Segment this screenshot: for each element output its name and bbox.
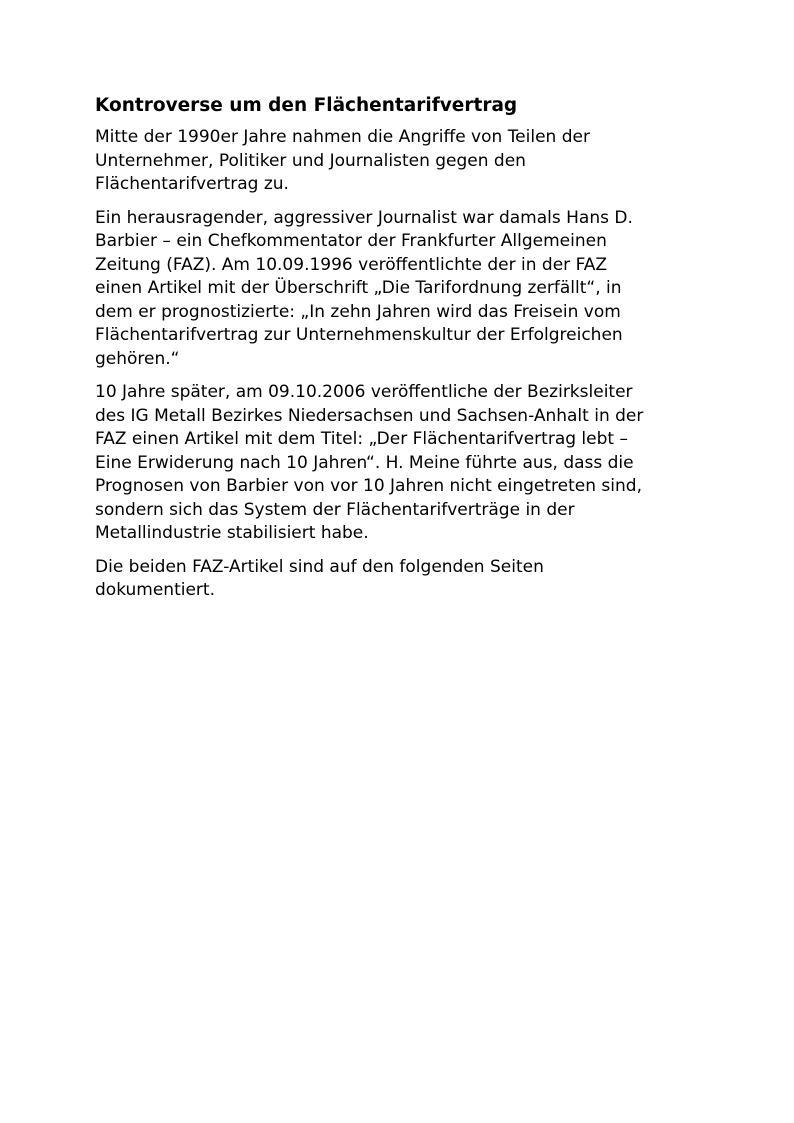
text-line: dem er prognostizierte: „In zehn Jahren wird das Freisein vom (95, 301, 621, 322)
text-line: Die beiden FAZ-Artikel sind auf den folgenden Seiten (95, 556, 544, 577)
text-line: Zeitung (FAZ). Am 10.09.1996 veröffentlichte der in der FAZ (95, 254, 608, 275)
paragraph-closing (95, 556, 710, 603)
text-line: Flächentarifvertrag zur Unternehmenskultur der Erfolgreichen (95, 325, 623, 345)
text-line: FAZ einen Artikel mit dem Titel: „Der Flächentarifvertrag lebt – (95, 429, 628, 449)
text-line: Eine Erwiderung nach 10 Jahren“. H. Meine führte aus, dass die (95, 452, 634, 473)
document-title: Kontroverse um den Flächentarifvertrag (95, 95, 518, 116)
text-line: 10 Jahre später, am 09.10.2006 veröffentliche der Bezirksleiter (95, 382, 633, 402)
paragraph-meine (95, 381, 710, 546)
text-line: dokumentiert. (95, 580, 215, 600)
text-line: Barbier – ein Chefkommentator der Frankfurter Allgemeinen (95, 231, 607, 251)
paragraph-barbier (95, 207, 710, 372)
paragraph-intro (95, 126, 710, 197)
text-line: Prognosen von Barbier von vor 10 Jahren nicht eingetreten sind, (95, 476, 642, 496)
text-line: sondern sich das System der Flächentarifverträge in der (95, 499, 575, 520)
text-line: Flächentarifvertrag zu. (95, 174, 289, 194)
text-line: Unternehmer, Politiker und Journalisten gegen den (95, 150, 526, 171)
text-line: Metallindustrie stabilisiert habe. (95, 523, 369, 543)
document-body (95, 94, 710, 613)
text-line: einen Artikel mit der Überschrift „Die Tarifordnung zerfällt“, in (95, 278, 622, 298)
text-line: des IG Metall Bezirkes Niedersachsen und Sachsen-Anhalt in der (95, 405, 644, 426)
text-line: Mitte der 1990er Jahre nahmen die Angriffe von Teilen der (95, 127, 590, 147)
text-line: gehören.“ (95, 348, 180, 369)
text-line: Ein herausragender, aggressiver Journalist war damals Hans D. (95, 207, 633, 228)
